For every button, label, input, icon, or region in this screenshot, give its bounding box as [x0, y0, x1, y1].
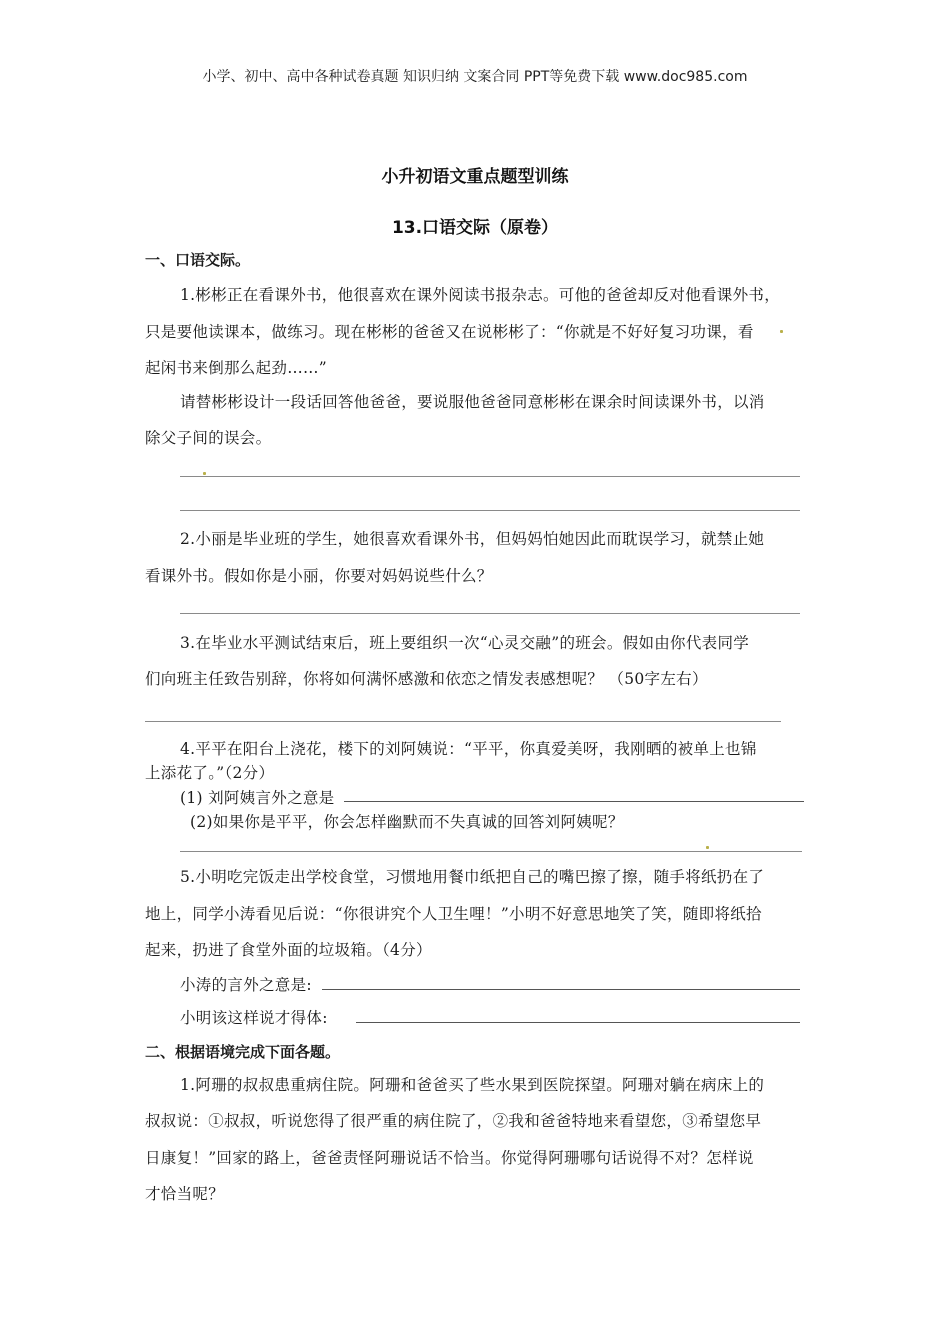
- q1-answer-line-1[interactable]: [180, 476, 800, 477]
- s2-q1-line-4: 才恰当呢？: [145, 1185, 225, 1203]
- q1-line-4: 请替彬彬设计一段话回答他爸爸，要说服他爸爸同意彬彬在课余时间读课外书，以消: [180, 393, 765, 411]
- q5-sub-1-answer-line[interactable]: [322, 989, 800, 990]
- q4-sub-1: (1) 刘阿姨言外之意是: [180, 789, 335, 807]
- stray-mark: [203, 472, 206, 475]
- q1-answer-line-2[interactable]: [180, 510, 800, 511]
- q5-line-1: 5.小明吃完饭走出学校食堂，习惯地用餐巾纸把自己的嘴巴擦了擦，随手将纸扔在了: [180, 868, 765, 886]
- q4-sub-2: (2)如果你是平平，你会怎样幽默而不失真诚的回答刘阿姨呢？: [190, 813, 624, 831]
- q4-sub-2-answer-line[interactable]: [180, 851, 802, 852]
- q5-sub-2: 小明该这样说才得体:: [180, 1009, 328, 1027]
- q1-line-5: 除父子间的误会。: [145, 429, 272, 447]
- stray-mark: [706, 846, 709, 849]
- q5-sub-2-answer-line[interactable]: [356, 1022, 800, 1023]
- document-subtitle: 13.口语交际（原卷）: [391, 218, 559, 238]
- q2-line-2: 看课外书。假如你是小丽，你要对妈妈说些什么？: [145, 567, 493, 585]
- document-title: 小升初语文重点题型训练: [381, 167, 569, 187]
- q5-line-2: 地上，同学小涛看见后说：“你很讲究个人卫生哩！”小明不好意思地笑了笑，随即将纸拾: [145, 905, 762, 923]
- section-2-heading: 二、根据语境完成下面各题。: [145, 1043, 341, 1061]
- q3-answer-line[interactable]: [145, 721, 781, 722]
- s2-q1-line-3: 日康复！”回家的路上，爸爸责怪阿珊说话不恰当。你觉得阿珊哪句话说得不对？怎样说: [145, 1149, 754, 1167]
- stray-mark: [780, 330, 783, 333]
- q4-line-1: 4.平平在阳台上浇花，楼下的刘阿姨说：“平平，你真爱美呀，我刚晒的被单上也锦: [180, 740, 757, 758]
- s2-q1-line-1: 1.阿珊的叔叔患重病住院。阿珊和爸爸买了些水果到医院探望。阿珊对躺在病床上的: [180, 1076, 765, 1094]
- q5-line-3: 起来，扔进了食堂外面的垃圾箱。（4分）: [145, 941, 432, 959]
- section-1-heading: 一、口语交际。: [145, 251, 251, 269]
- q4-line-2: 上添花了。”（2分）: [145, 764, 275, 782]
- q2-line-1: 2.小丽是毕业班的学生，她很喜欢看课外书，但妈妈怕她因此而耽误学习，就禁止她: [180, 530, 765, 548]
- q2-answer-line[interactable]: [180, 613, 800, 614]
- q1-line-1: 1.彬彬正在看课外书，他很喜欢在课外阅读书报杂志。可他的爸爸却反对他看课外书，: [180, 286, 780, 304]
- q3-line-1: 3.在毕业水平测试结束后，班上要组织一次“心灵交融”的班会。假如由你代表同学: [180, 634, 750, 652]
- q3-line-2: 们向班主任致告别辞，你将如何满怀感激和依恋之情发表感想呢？ （50字左右）: [145, 670, 708, 688]
- s2-q1-line-2: 叔叔说：①叔叔，听说您得了很严重的病住院了，②我和爸爸特地来看望您，③希望您早: [145, 1112, 762, 1130]
- q4-sub-1-answer-line[interactable]: [344, 801, 804, 802]
- q1-line-3: 起闲书来倒那么起劲……”: [145, 359, 328, 377]
- q5-sub-1: 小涛的言外之意是:: [180, 976, 312, 994]
- q1-line-2: 只是要他读课本，做练习。现在彬彬的爸爸又在说彬彬了：“你就是不好好复习功课，看: [145, 323, 754, 341]
- page-header: 小学、初中、高中各种试卷真题 知识归纳 文案合同 PPT等免费下载 www.doc985.com: [202, 69, 748, 85]
